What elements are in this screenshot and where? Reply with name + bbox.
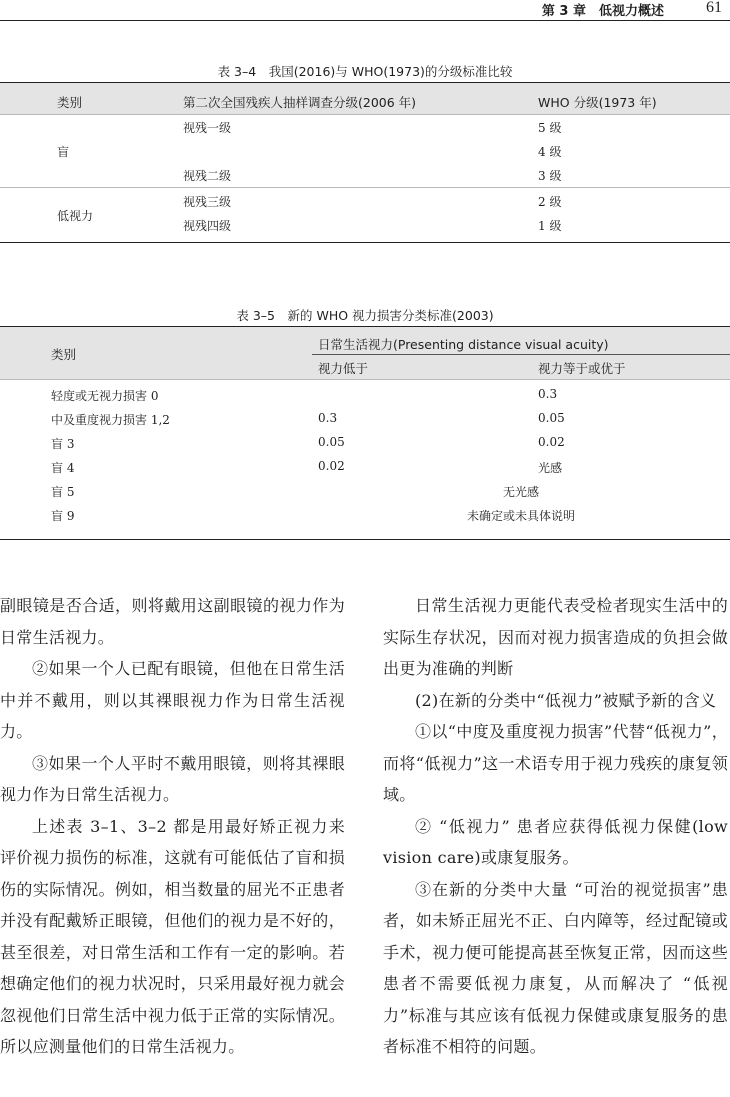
table-header-rule (0, 114, 730, 115)
cn-grade-cell: 视残二级 (183, 169, 232, 183)
paragraph: ③如果一个人平时不戴用眼镜，则将其裸眼视力作为日常生活视力。 (0, 753, 345, 804)
cn-grade-cell: 视残一级 (183, 121, 232, 135)
table-bottom-rule (0, 539, 730, 540)
who-grade-cell: 2 级 (538, 195, 562, 209)
group-divider (0, 187, 730, 188)
header-at-or-above: 视力等于或优于 (538, 361, 626, 376)
table-bottom-rule (0, 242, 730, 243)
paragraph: (2)在新的分类中“低视力”被赋予新的含义 (415, 690, 717, 710)
cn-grade-cell: 视残四级 (183, 219, 232, 233)
paragraph: ② “低视力” 患者应获得低视力保健(low vision care)或康复服务。 (383, 816, 728, 867)
who-grade-cell: 3 级 (538, 169, 562, 183)
page-number: 61 (706, 0, 722, 16)
merged-cell: 未确定或未具体说明 (466, 509, 575, 523)
at-or-above-cell: 0.3 (538, 387, 558, 401)
who-grade-cell: 4 级 (538, 145, 562, 159)
category-low-vision: 低视力 (57, 209, 94, 223)
paragraph: 日常生活视力更能代表受检者现实生活中的实际生存状况，因而对视力损害造成的负担会做出更为准确的判断 (383, 596, 728, 678)
category-cell: 中及重度视力损害 1,2 (51, 413, 170, 427)
table-3-4-title: 表 3–4 我国(2016)与 WHO(1973)的分级标准比较 (217, 64, 513, 79)
category-cell: 盲 5 (51, 485, 75, 499)
header-group-underline (312, 354, 730, 355)
header-who-1973: WHO 分级(1973 年) (538, 95, 657, 110)
at-or-above-cell: 0.05 (538, 411, 565, 425)
table-3-5-title: 表 3–5 新的 WHO 视力损害分类标准(2003) (236, 308, 494, 323)
at-or-above-cell: 光感 (538, 461, 563, 475)
paragraph: 副眼镜是否合适，则将戴用这副眼镜的视力作为日常生活视力。 (0, 596, 345, 647)
at-or-above-cell: 0.02 (538, 435, 565, 449)
right-column (383, 590, 728, 1063)
header-below: 视力低于 (318, 361, 369, 376)
below-cell: 0.02 (318, 459, 345, 473)
who-grade-cell: 5 级 (538, 121, 562, 135)
header-category: 类别 (51, 347, 77, 362)
header-category: 类别 (57, 95, 83, 110)
category-blind: 盲 (57, 145, 70, 159)
chapter-title: 第 3 章 低视力概述 (541, 4, 664, 19)
category-cell: 盲 9 (51, 509, 75, 523)
below-cell: 0.05 (318, 435, 345, 449)
who-grade-cell: 1 级 (538, 219, 562, 233)
running-header (0, 0, 730, 21)
category-cell: 轻度或无视力损害 0 (51, 389, 159, 403)
category-cell: 盲 3 (51, 437, 75, 451)
category-cell: 盲 4 (51, 461, 75, 475)
paragraph: ③在新的分类中大量 “可治的视觉损害”患者，如未矫正屈光不正、白内障等，经过配镜或手术，视力便可能提高甚至恢复正常，因而这些患者不需要低视力康复，从而解决了 “低视力”标准与其应该有低视力保健或康复服务的患者标准不相符的问题。 (383, 879, 728, 1056)
paragraph: ②如果一个人已配有眼镜，但他在日常生活中并不戴用，则以其裸眼视力作为日常生活视力。 (0, 659, 345, 741)
paragraph: ①以“中度及重度视力损害”代替“低视力”，而将“低视力”这一术语专用于视力残疾的康复领域。 (383, 722, 728, 804)
header-presenting-va: 日常生活视力(Presenting distance visual acuity) (318, 337, 609, 352)
header-china-2006: 第二次全国残疾人抽样调查分级(2006 年) (183, 95, 417, 110)
paragraph: 上述表 3–1、3–2 都是用最好矫正视力来评价视力损伤的标准，这就有可能低估了盲和损伤的实际情况。例如，相当数量的屈光不正患者并没有配戴矫正眼镜，但他们的视力是不好的，甚至很差，对日常生活和工作有一定的影响。若想确定他们的视力状况时，只采用最好视力就会忽视他们日常生活中视力低于正常的实际情况。所以应测量他们的日常生活视力。 (0, 816, 345, 1056)
table-header-rule (0, 379, 730, 380)
merged-cell: 无光感 (502, 485, 539, 499)
left-column (0, 590, 345, 1063)
cn-grade-cell: 视残三级 (183, 195, 232, 209)
below-cell: 0.3 (318, 411, 338, 425)
